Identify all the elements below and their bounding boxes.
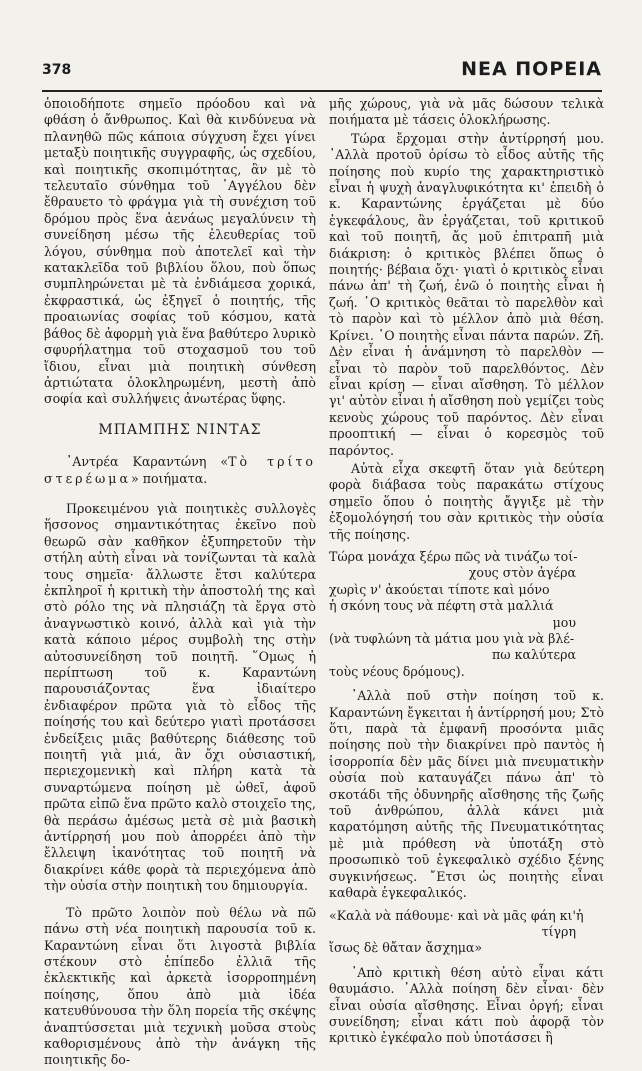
verse-quote-1 [329,549,604,680]
verse-line: Τώρα μονάχα ξέρω πῶς νὰ τινάζω τοί- [329,548,578,564]
left-paragraph-1: ὁποιοδήποτε σημεῖο πρόοδου καὶ νὰ φθάση ὁ ἄνθρωπος. Καὶ θὰ κινδύνευα νὰ πλανηθῶ πῶς κάποια σύγχυση ἔχει γίνει μεταξὺ ποιητικῆς συγγραφῆς, ὡς σχεδίου, καὶ ποιητικῆς σκοπιμότητας, ἂν μὲ τὸ τελευταῖο σύνθημα τοῦ ᾿Αγγέλου δὲν ἔθραυετο τὸ φράγμα γιὰ τὴ συνέχιση τοῦ δρόμου πρὸς ἕνα ἀενάως μεγαλύνειν τὴ συνείδηση μέσω τῆς ἐλευθερίας τοῦ λόγου, σύνθημα ποὺ ἀποτελεῖ καὶ τὴν κατακλεῖδα τοῦ βιβλίου ὅλου, ποὺ ὅπως συμπληρώνεται μὲ τὰ ἐνδιάμεσα χορικά, ἐκφραστικά, ὡς ἐξηγεῖ ὁ ποιητής, τῆς προαιωνίας σοφίας τοῦ κόσμου, κατὰ βάθος δὲ ἀφορμὴ γιὰ ἕνα βαθύτερο λυρικὸ σφυρήλατημα τοῦ στοχασμοῦ του τοῦ ἴδιου, εἶναι μιὰ ποιητικὴ σύνθεση ἀρτιώτατα ὁλοκληρωμένη, μεστὴ ἀπὸ σοφία καὶ συλλήψεις ἀνωτέρας ὕφης. [44,96,316,407]
left-paragraph-3: Τὸ πρῶτο λοιπὸν ποὺ θέλω νὰ πῶ πάνω στὴ νέα ποιητικὴ παρουσία τοῦ κ. Καραντώνη εἶναι ὅτι λιγοστὰ βιβλία στέκουν στὸ ἐπίπεδο ἐλλιᾶ τῆς ἐκλεκτικῆς καὶ ἀρκετὰ ἰσορροπημένη ποίησης, ὅπου ἀπὸ μιὰ ἰδέα κατευθύνουσα τὴν ὅλη πορεία τῆς σκέψης ἀναπτύσσεται μιὰ τεχνικὴ μοῦσα στοὺς καθορισμένους ἀπὸ τὴν ἀνάγκη τῆς ποιητικῆς δο- [44,904,316,1068]
header-rule [42,90,602,92]
right-paragraph-2: Τώρα ἔρχομαι στὴν ἀντίρρησή μου. ᾿Αλλὰ προτοῦ ὁρίσω τὸ εἶδος αὐτῆς τῆς ποίησης ποὺ κυρίο της χαρακτηριστικὸ εἶναι ἡ ψυχὴ ἀναγλυφικότητα κι' ἐπειδὴ ὁ κ. Καραντώνης ἐργάζεται μὲ δύο ἐγκεφάλους, ἂν ἐργάζεται, τοῦ κριτικοῦ καὶ τοῦ ποιητῆ, ἄς μοῦ ἐπιτραπῆ μιὰ διάκριση: ὁ κριτικὸς βλέπει ὅπως ὁ ποιητής· βέβαια ὄχι· γιατὶ ὁ κριτικὸς εἶναι πάνω ἀπ' τὴ ζωή, ἐνῶ ὁ ποιητὴς εἶναι ἡ ζωή. ῾Ο κριτικὸς θεᾶται τὸ παρελθὸν καὶ τὸ παρὸν καὶ τὸ μέλλον ἀπὸ μιὰ θέση. Κρίνει. ῾Ο ποιητὴς εἶναι πάντα παρών. Ζῆ. Δὲν εἶναι ἡ ἀνάμνηση τὸ παρελθὸν — εἶναι τὸ παρὸν τοῦ παρελθόντος. Δὲν εἶναι κρίση — εἶναι αἴσθηση. Τὸ μέλλον γι' αὐτὸν εἶναι ἡ αἴσθηση ποὺ γεμίζει τοὺς κενοὺς χώρους τοῦ παρόντος. Δὲν εἶναι προοπτική — εἶναι ὁ κορεσμὸς τοῦ παρόντος. [329,130,604,458]
verse-line: «Καλὰ νὰ πάθουμε· καὶ νὰ μᾶς φάη κι'ἡ [329,907,584,923]
page-header [42,58,602,88]
right-paragraph-1: μῆς χώρους, γιὰ νὰ μᾶς δώσουν τελικὰ ποιήματα μὲ τάσεις ὁλοκλήρωσης. [329,96,604,128]
right-paragraph-3: Αὐτὰ εἶχα σκεφτῆ ὅταν γιὰ δεύτερη φορὰ διάβασα τοὺς παρακάτω στίχους σημεῖο ὅπου ὁ ποιητὴς ἄγγιξε μὲ τὴν ἐξομολόγησή του σὰν κριτικὸς τὴν οὐσία τῆς ποίησης. [329,460,604,542]
book-rest: » ποιήματα. [130,470,208,486]
left-paragraph-2: Προκειμένου γιὰ ποιητικὲς συλλογὲς ἥσσονος σημαντικότητας ἐκεῖνο ποὺ θεωρῶ σὰν καθῆκον ἐξυπηρετοῦν τὴν στήλη αὐτὴ εἶναι νὰ τονίζωνται τὰ καλὰ τους σημεῖα· ἄλλωστε ἔτσι καλύτερα ἐκπληροῖ ἡ κριτικὴ τὴν ἀποστολή της καὶ στὸ ρόλο της νὰ πλησιάζη τὰ ἔργα στὸ ἀναγνωστικὸ κοινό, ἀλλὰ καὶ γιὰ τὴν κατὰ κάποιο μέρος συμβολὴ της στὴν αὐτοσυνείδηση τοῦ ποιητῆ. ῞Ομως ἡ περίπτωση τοῦ κ. Καραντώνη παρουσιάζοντας ἕνα ἰδιαίτερο ἐνδιαφέρον πρῶτα γιὰ τὸ εἶδος τῆς ποίησής του καὶ δεύτερο γιατὶ προτάσσει ἐνδείξεις μιᾶς βαθύτερης διάθεσης τοῦ ποιητῆ γιὰ μιά, ἂν ὄχι οὐσιαστική, περιεχομενικὴ καὶ πλήρη κατὰ τὰ συναρτώμενα ποίηση μὲ ὠθεῖ, ἀφοῦ πρῶτα εἰπῶ ἕνα πρῶτο καλὸ στοιχεῖο της, θὰ περάσω ἀμέσως μετὰ σὲ μιὰ βασικὴ ἀντίρρησή μου ποὺ ἀπορρέει ἀπὸ τὴν ἔλλειψη ἱκανότητας τοῦ ποιητῆ νὰ διακρίνει κάθε φορὰ τὰ περιεχόμενα ἀπὸ τὴν οὐσία στὴν ποιητικὴ του δημιουργία. [44,500,316,894]
right-paragraph-4: ᾿Αλλὰ ποῦ στὴν ποίηση τοῦ κ. Καραντώνη ἔγκειται ἡ ἀντίρρησή μου; Στὸ ὅτι, παρὰ τὰ ἐμφανῆ προσόντα μιᾶς ποίησης ποὺ τὴν διακρίνει πρὸ παντὸς ἡ ἰσορροπία δὲν μᾶς δίνει μιὰ πνευματικὴν οὐσία ποὺ καταυγάζει πάνω ἀπ' τὸ σκοτάδι τῆς ὀδυνηρῆς αἴσθησης τῆς ζωῆς τοῦ ἀνθρώπου, ἀλλὰ κάνει μιὰ καρατόμηση αὐτῆς τῆς Πνευματικότητας μὲ μιὰ πρόθεση νὰ ὑποτάξη στὸ προσωπικὸ τοῦ ἐγκεφαλικὸ σχέδιο ξένης συγκινήσεως. ῎Ετσι ὡς ποιητὴς εἶναι καθαρὰ ἐγκεφαλικός. [329,688,604,901]
verse-line: πω καλύτερα [492,647,576,663]
book-reference [44,454,316,487]
verse-line: χους στὸν ἀγέρα [468,565,576,581]
verse-line: ἡ σκόνη τους νὰ πέφτη στὰ μαλλιά [329,598,554,614]
right-paragraph-5: ᾿Απὸ κριτικὴ θέση αὐτὸ εἶναι κάτι θαυμάσιο. ᾿Αλλὰ ποίηση δὲν εἶναι· δὲν εἶναι οὐσία αἴσθησης. Εἶναι ὀργή; εἶναι συνείδηση; εἶναι κάτι ποὺ ἀφορᾷ τὸν κριτικὸ ἐγκέφαλο ποὺ ὑποτάσσει ἢ [329,964,604,1046]
verse-line: χωρὶς ν' ἀκούεται τίποτε καὶ μόνο [329,581,550,597]
book-author: ᾿Αντρέα Καραντώνη « [66,454,229,470]
section-heading: ΜΠΑΜΠΗΣ ΝΙΝΤΑΣ [98,421,262,438]
book-title: Τὸ τρίτο στερέωμα [44,454,317,486]
page-number: 378 [42,62,72,78]
verse-line: μου [552,614,576,630]
verse-quote-2 [329,908,604,957]
verse-line: (νὰ τυφλώνη τὰ μάτια μου γιὰ νὰ βλέ- [329,631,575,646]
verse-line: τίγρη [541,923,576,939]
verse-line: ἴσως δὲ θἄταν ἄσχημα» [329,940,483,956]
left-column [44,96,316,1071]
running-head: ΝΕΑ ΠΟΡΕΙΑ [461,58,602,80]
right-column [329,96,604,1049]
verse-line: τοὺς νέους δρόμους). [329,663,465,679]
